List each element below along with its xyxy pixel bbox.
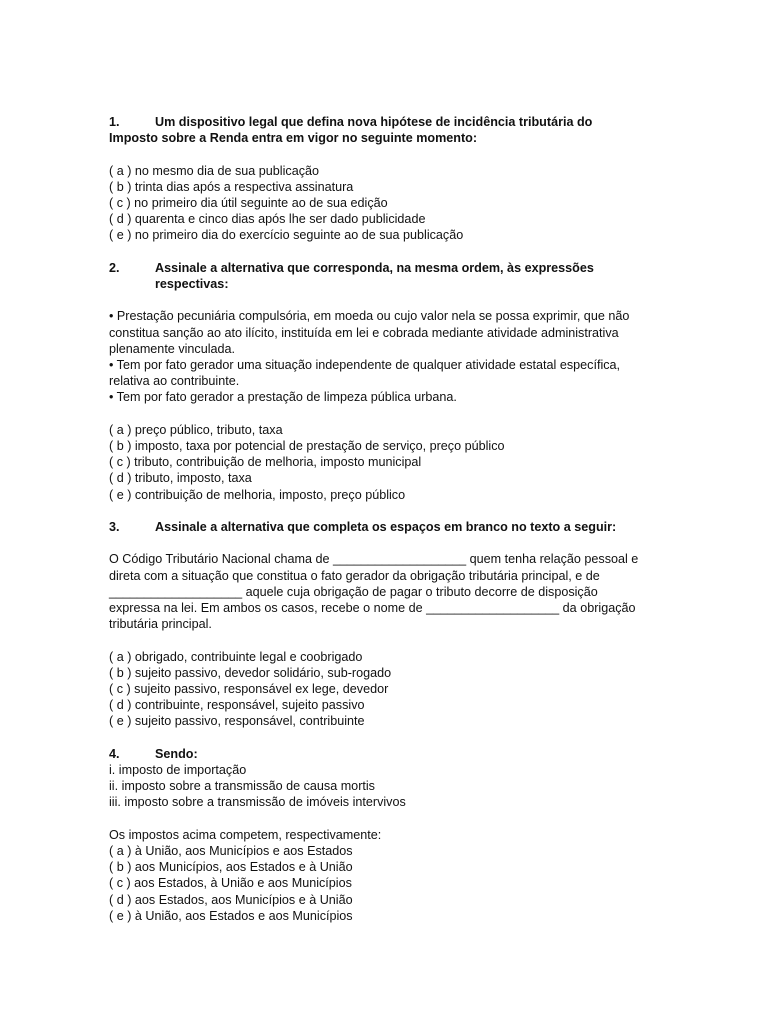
question-2: [109, 260, 669, 503]
question-number: 4.: [109, 746, 120, 761]
body-line: ___________________ aquele cuja obrigação de pagar o tributo decorre de disposição: [109, 584, 598, 599]
option-d: ( d ) tributo, imposto, taxa: [109, 471, 252, 486]
body-line: tributária principal.: [109, 617, 212, 632]
question-statement-continuation: Imposto sobre a Renda entra em vigor no seguinte momento:: [109, 131, 478, 146]
option-a: ( a ) à União, aos Municípios e aos Estados: [109, 844, 353, 858]
question-2-heading: [109, 260, 669, 292]
option-b: ( b ) imposto, taxa por potencial de prestação de serviço, preço público: [109, 439, 505, 453]
question-3: [109, 519, 669, 730]
body-line: • Tem por fato gerador a prestação de limpeza pública urbana.: [109, 390, 457, 405]
option-e: ( e ) contribuição de melhoria, imposto, preço público: [109, 487, 406, 502]
body-line: • Prestação pecuniária compulsória, em moeda ou cujo valor nela se possa exprimir, que não: [109, 309, 630, 324]
list-item: ii. imposto sobre a transmissão de causa mortis: [109, 779, 375, 794]
list-item: iii. imposto sobre a transmissão de imóveis intervivos: [109, 795, 406, 810]
option-d: ( d ) quarenta e cinco dias após lhe ser dado publicidade: [109, 212, 426, 227]
question-prompt: Os impostos acima competem, respectivamente:: [109, 827, 382, 842]
question-3-heading: [109, 519, 669, 535]
question-1-heading: [109, 114, 669, 130]
option-d: ( d ) contribuinte, responsável, sujeito passivo: [109, 698, 365, 713]
option-b: ( b ) aos Municípios, aos Estados e à União: [109, 860, 353, 875]
option-c: ( c ) sujeito passivo, responsável ex lege, devedor: [109, 682, 389, 696]
question-4: [109, 746, 669, 924]
question-number: 1.: [109, 115, 120, 129]
question-number: 2.: [109, 260, 120, 275]
option-b: ( b ) trinta dias após a respectiva assinatura: [109, 179, 354, 194]
question-number: 3.: [109, 520, 120, 534]
question-statement: Assinale a alternativa que completa os espaços em branco no texto a seguir:: [155, 520, 617, 534]
question-statement: Um dispositivo legal que defina nova hipótese de incidência tributária do: [155, 115, 593, 129]
body-line: relativa ao contribuinte.: [109, 374, 240, 389]
option-e: ( e ) à União, aos Estados e aos Municípios: [109, 908, 353, 923]
document-page: [109, 114, 669, 924]
body-line: plenamente vinculada.: [109, 341, 236, 356]
question-statement: Sendo:: [155, 746, 198, 761]
option-c: ( c ) tributo, contribuição de melhoria, imposto municipal: [109, 455, 422, 470]
list-item: i. imposto de importação: [109, 763, 247, 777]
question-4-heading: [109, 746, 669, 762]
body-line: O Código Tributário Nacional chama de ___________________ quem tenha relação pessoal e: [109, 552, 639, 567]
option-e: ( e ) no primeiro dia do exercício seguinte ao de sua publicação: [109, 228, 464, 243]
body-line: constitua sanção ao ato ilícito, instituída em lei e cobrada mediante atividade administrativa: [109, 325, 619, 340]
option-a: ( a ) obrigado, contribuinte legal e coobrigado: [109, 649, 363, 664]
option-c: ( c ) aos Estados, à União e aos Municípios: [109, 876, 352, 891]
option-e: ( e ) sujeito passivo, responsável, contribuinte: [109, 714, 365, 729]
option-b: ( b ) sujeito passivo, devedor solidário, sub-rogado: [109, 665, 392, 680]
option-a: ( a ) preço público, tributo, taxa: [109, 422, 283, 437]
body-line: direta com a situação que constitua o fato gerador da obrigação tributária principal, e de: [109, 568, 600, 583]
option-d: ( d ) aos Estados, aos Municípios e à União: [109, 892, 353, 907]
option-c: ( c ) no primeiro dia útil seguinte ao de sua edição: [109, 196, 388, 210]
option-a: ( a ) no mesmo dia de sua publicação: [109, 163, 320, 178]
body-line: • Tem por fato gerador uma situação independente de qualquer atividade estatal específica,: [109, 358, 621, 372]
question-statement: Assinale a alternativa que corresponda, na mesma ordem, às expressões respectivas:: [155, 260, 594, 291]
body-line: expressa na lei. Em ambos os casos, recebe o nome de ___________________ da obrigação: [109, 601, 636, 615]
question-1: [109, 114, 669, 244]
